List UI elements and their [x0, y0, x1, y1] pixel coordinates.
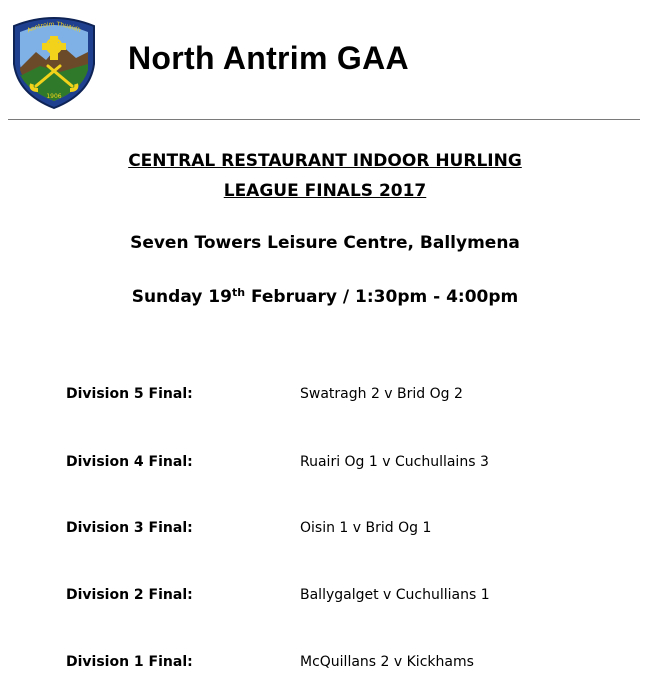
fixture-division: Division 4 Final: [66, 454, 193, 470]
event-title-line-1: CENTRAL RESTAURANT INDOOR HURLING [128, 151, 522, 171]
fixture-match: Oisin 1 v Brid Og 1 [300, 520, 432, 536]
svg-text:1906: 1906 [46, 93, 62, 100]
fixture-row [0, 654, 650, 676]
organisation-title: North Antrim GAA [128, 40, 409, 76]
event-venue: Seven Towers Leisure Centre, Ballymena [130, 233, 520, 253]
fixture-division: Division 2 Final: [66, 587, 193, 603]
fixture-division: Division 3 Final: [66, 520, 193, 536]
fixture-row [0, 587, 650, 609]
event-date-time: Sunday 19th February / 1:30pm - 4:00pm [131, 286, 519, 307]
fixture-row [0, 386, 650, 408]
club-crest-logo [10, 12, 98, 110]
fixture-match: Ballygalget v Cuchullians 1 [300, 587, 490, 603]
svg-text:Aontroim Thuaidh: Aontroim Thuaidh [26, 20, 82, 35]
event-title-line-2: LEAGUE FINALS 2017 [223, 181, 427, 201]
fixture-match: Ruairi Og 1 v Cuchullains 3 [300, 454, 489, 470]
fixture-match: McQuillans 2 v Kickhams [300, 654, 474, 670]
fixture-division: Division 1 Final: [66, 654, 193, 670]
fixture-row [0, 520, 650, 542]
fixture-division: Division 5 Final: [66, 386, 193, 402]
fixture-row [0, 454, 650, 476]
header-divider [8, 119, 640, 120]
fixture-match: Swatragh 2 v Brid Og 2 [300, 386, 463, 402]
